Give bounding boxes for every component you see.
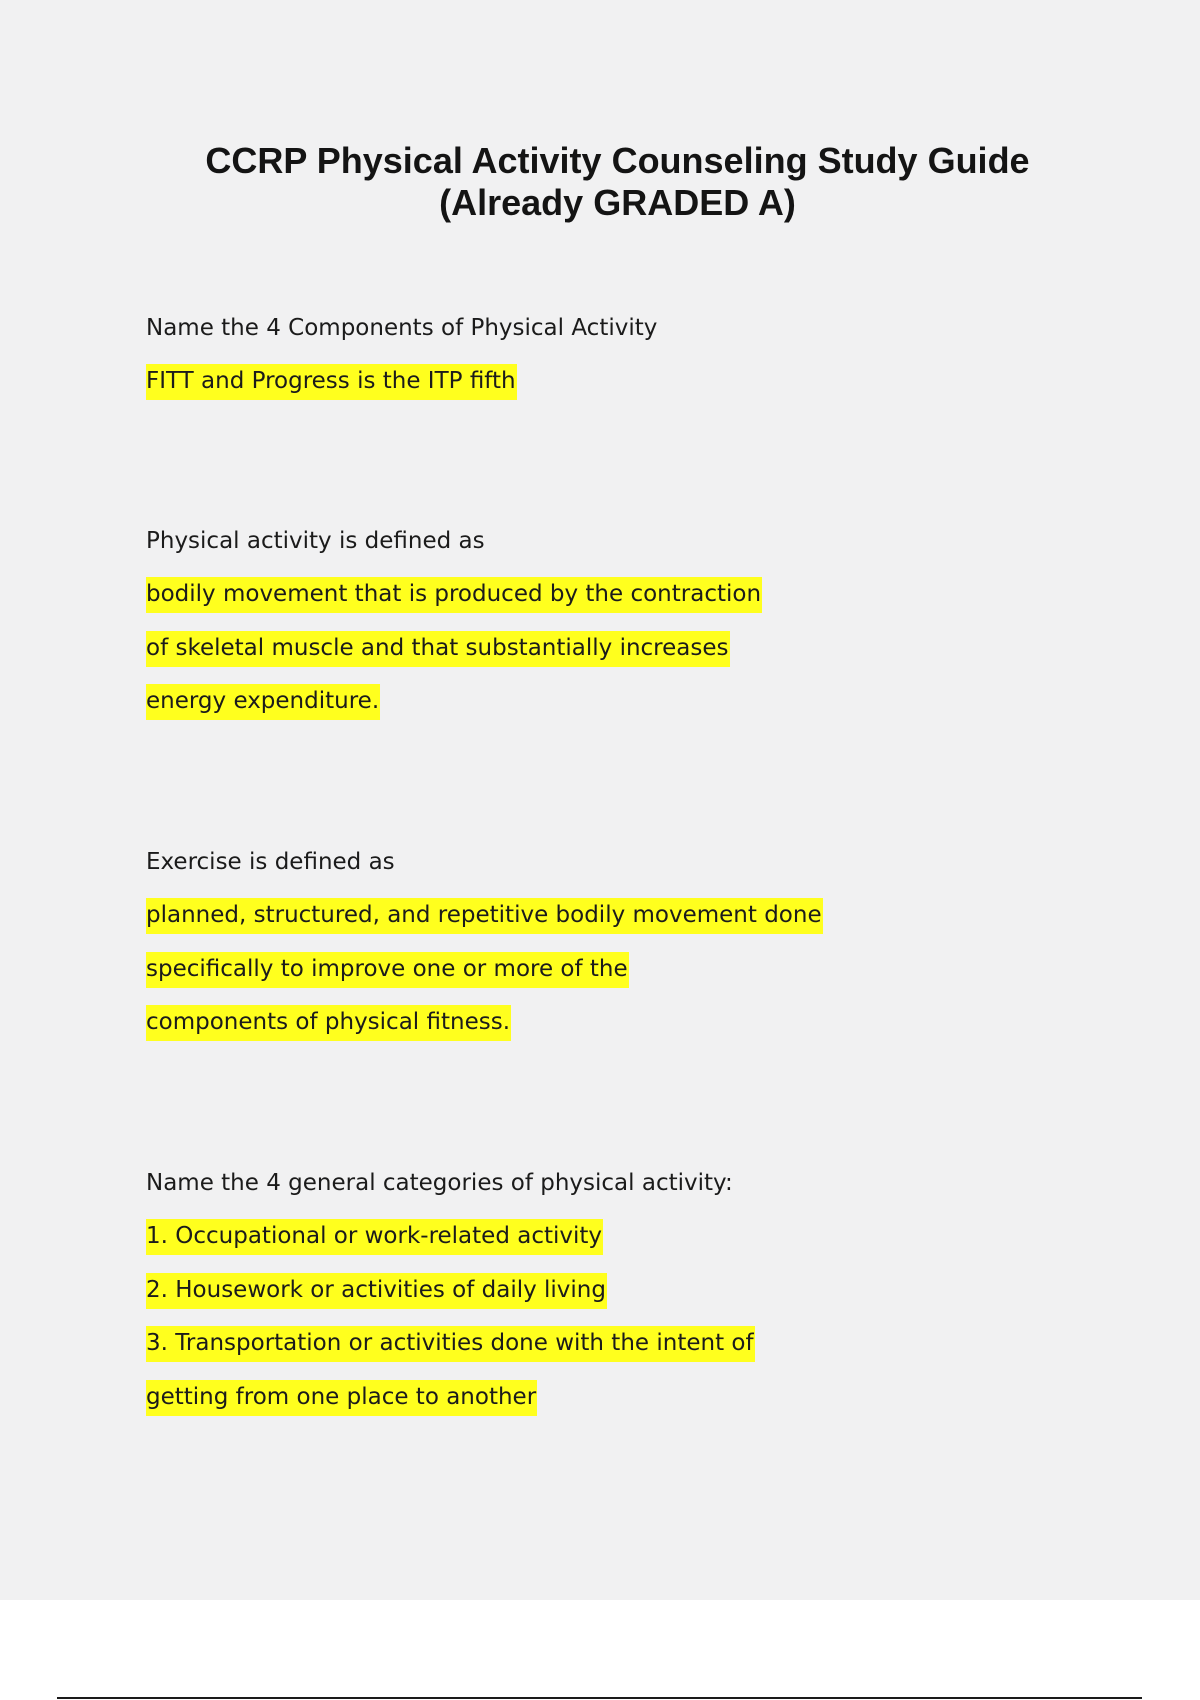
- qa-section-physical-activity-definition: [146, 515, 1046, 729]
- highlighted-answer: getting from one place to another: [146, 1380, 537, 1416]
- qa-section-components: [146, 302, 1046, 409]
- answer-line: [146, 1210, 1046, 1264]
- answer-line: [146, 355, 1046, 409]
- document-title: [0, 140, 1200, 224]
- question-text: Name the 4 Components of Physical Activity: [146, 315, 658, 341]
- highlighted-answer: bodily movement that is produced by the contraction: [146, 577, 762, 613]
- highlighted-answer: components of physical fitness.: [146, 1005, 511, 1041]
- answer-line: [146, 1317, 1046, 1371]
- page-footer-divider: [57, 1697, 1142, 1699]
- answer-line: [146, 943, 1046, 997]
- document-title-line-1: CCRP Physical Activity Counseling Study Guide: [205, 140, 1030, 181]
- answer-line: [146, 622, 1046, 676]
- highlighted-answer: specifically to improve one or more of the: [146, 952, 629, 988]
- highlighted-answer: of skeletal muscle and that substantially increases: [146, 631, 730, 667]
- highlighted-answer: FITT and Progress is the ITP fifth: [146, 364, 517, 400]
- highlighted-answer: planned, structured, and repetitive bodily movement done: [146, 898, 823, 934]
- question-text: Name the 4 general categories of physical activity:: [146, 1170, 733, 1196]
- highlighted-answer: 3. Transportation or activities done with the intent of: [146, 1326, 755, 1362]
- highlighted-answer: energy expenditure.: [146, 684, 380, 720]
- highlighted-answer: 1. Occupational or work-related activity: [146, 1219, 603, 1255]
- answer-line: [146, 675, 1046, 729]
- document-title-line-2: (Already GRADED A): [439, 182, 796, 223]
- answer-line: [146, 1371, 1046, 1425]
- question-text: Exercise is defined as: [146, 849, 395, 875]
- question-text: Physical activity is defined as: [146, 528, 485, 554]
- answer-line: [146, 889, 1046, 943]
- answer-line: [146, 568, 1046, 622]
- answer-line: [146, 996, 1046, 1050]
- qa-section-exercise-definition: [146, 836, 1046, 1050]
- answer-line: [146, 1264, 1046, 1318]
- highlighted-answer: 2. Housework or activities of daily living: [146, 1273, 607, 1309]
- qa-section-activity-categories: [146, 1157, 1046, 1424]
